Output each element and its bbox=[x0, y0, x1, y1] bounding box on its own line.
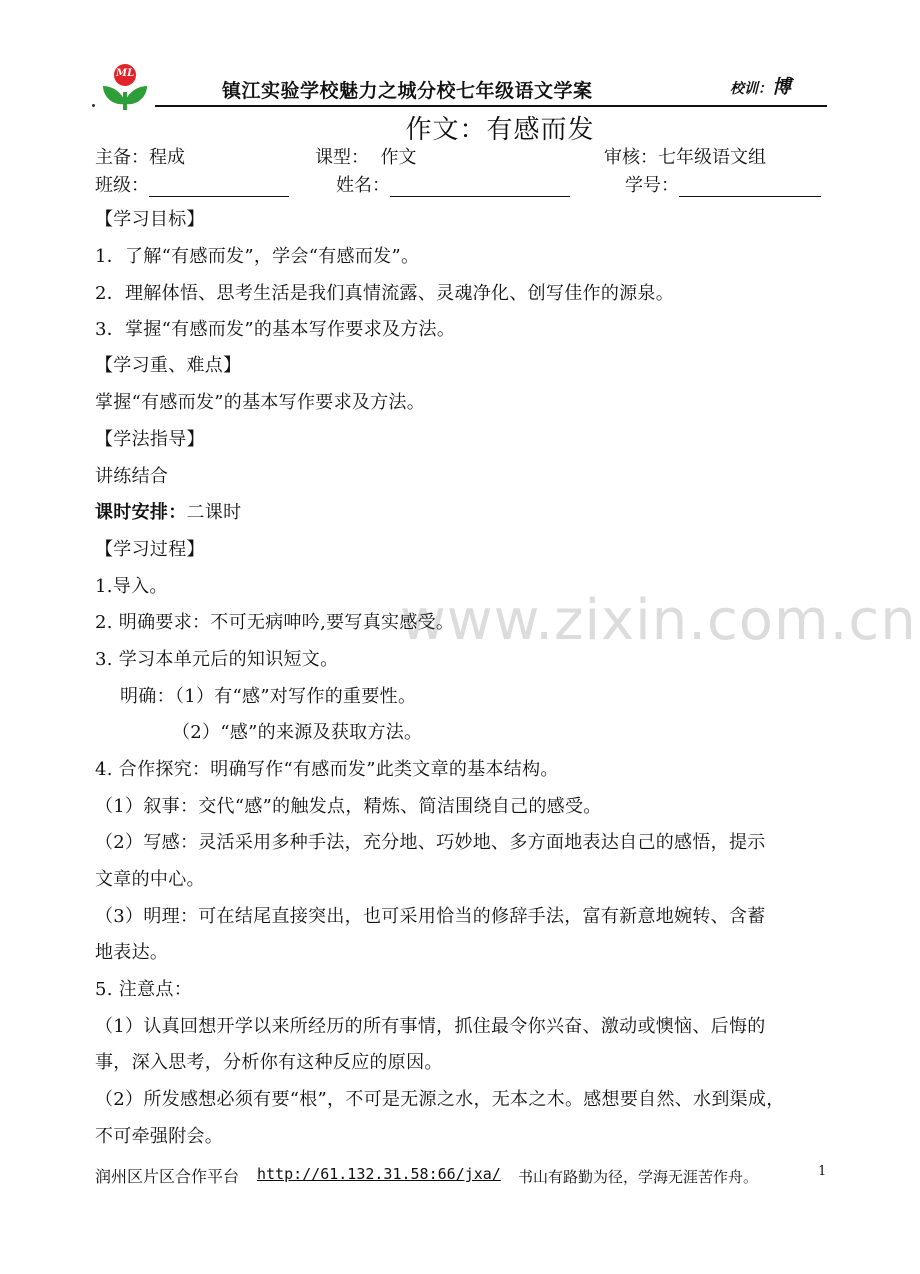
motto-text: 博 bbox=[772, 76, 792, 98]
school-motto bbox=[730, 72, 791, 99]
text-line: （2）写感：灵活采用多种手法，充分地、巧妙地、多方面地表达自己的感悟，提示 bbox=[95, 832, 766, 853]
page-number: 1 bbox=[818, 1164, 827, 1179]
id-label: 学号： bbox=[625, 175, 679, 196]
name-blank[interactable] bbox=[390, 178, 570, 197]
text-line: 2．理解体悟、思考生活是我们真情流露、灵魂净化、创写佳作的源泉。 bbox=[95, 283, 675, 304]
page-title: 作文：有感而发 bbox=[405, 115, 595, 145]
text-line: 1.导入。 bbox=[95, 576, 168, 597]
watermark: www.zixin.com.cn bbox=[400, 588, 917, 653]
reviewer: 审核：七年级语文组 bbox=[604, 147, 766, 168]
school-logo bbox=[100, 62, 150, 112]
text-line: 不可牵强附会。 bbox=[95, 1126, 224, 1147]
author: 主备：程成 bbox=[95, 147, 185, 168]
text-line: （3）明理：可在结尾直接突出，也可采用恰当的修辞手法，富有新意地婉转、含蓄 bbox=[95, 906, 766, 927]
id-blank[interactable] bbox=[679, 178, 821, 197]
school-title: 镇江实验学校魅力之城分校七年级语文学案 bbox=[222, 80, 593, 102]
text-line: 2. 明确要求：不可无病呻吟,要写真实感受。 bbox=[95, 612, 455, 633]
text-line: （2）所发感想必须有要“根”，不可是无源之水，无本之木。感想要自然、水到渠成， bbox=[95, 1089, 785, 1110]
footer-link[interactable]: http://61.132.31.58:66/jxa/ bbox=[257, 1165, 501, 1183]
text-line: 4. 合作探究：明确写作“有感而发”此类文章的基本结构。 bbox=[95, 759, 559, 780]
footer-platform: 润州区片区合作平台 bbox=[95, 1167, 240, 1186]
section-heading: 【学习重、难点】 bbox=[95, 355, 242, 376]
text-line: （2）“感”的来源及获取方法。 bbox=[172, 722, 423, 743]
name-field bbox=[336, 171, 570, 197]
header-divider bbox=[155, 105, 827, 107]
id-field bbox=[625, 171, 821, 197]
text-line: 3. 学习本单元后的知识短文。 bbox=[95, 649, 339, 670]
class-label: 班级： bbox=[95, 175, 149, 196]
lesson-type: 课型： 作文 bbox=[315, 147, 417, 168]
text-line: 1．了解“有感而发”，学会“有感而发”。 bbox=[95, 246, 420, 267]
text-line: 明确：（1）有“感”对写作的重要性。 bbox=[120, 686, 417, 707]
schedule-line bbox=[95, 498, 241, 524]
text-line: 事，深入思考，分析你有这种反应的原因。 bbox=[95, 1052, 443, 1073]
header-dot bbox=[92, 104, 95, 107]
text-line: 3．掌握“有感而发”的基本写作要求及方法。 bbox=[95, 319, 456, 340]
section-heading: 【学法指导】 bbox=[95, 429, 205, 450]
text-line: 讲练结合 bbox=[95, 466, 169, 487]
name-label: 姓名： bbox=[336, 175, 390, 196]
text-line: （1）认真回想开学以来所经历的所有事情，抓住最令你兴奋、激动或懊恼、后悔的 bbox=[95, 1016, 766, 1037]
logo-text: ML bbox=[116, 68, 135, 79]
text-line: 掌握“有感而发”的基本写作要求及方法。 bbox=[95, 392, 426, 413]
class-field bbox=[95, 171, 289, 197]
footer-slogan: 书山有路勤为径，学海无涯苦作舟。 bbox=[518, 1168, 759, 1186]
text-line: 文章的中心。 bbox=[95, 869, 205, 890]
section-heading: 【学习目标】 bbox=[95, 209, 205, 230]
text-line: 5. 注意点： bbox=[95, 979, 192, 1000]
section-heading: 【学习过程】 bbox=[95, 539, 205, 560]
class-blank[interactable] bbox=[149, 178, 289, 197]
schedule-value: 二课时 bbox=[186, 502, 242, 523]
motto-label: 校训： bbox=[730, 81, 772, 97]
text-line: （1）叙事：交代“感”的触发点，精炼、简洁围绕自己的感受。 bbox=[95, 796, 602, 817]
text-line: 地表达。 bbox=[95, 942, 169, 963]
schedule-label: 课时安排： bbox=[95, 502, 187, 523]
